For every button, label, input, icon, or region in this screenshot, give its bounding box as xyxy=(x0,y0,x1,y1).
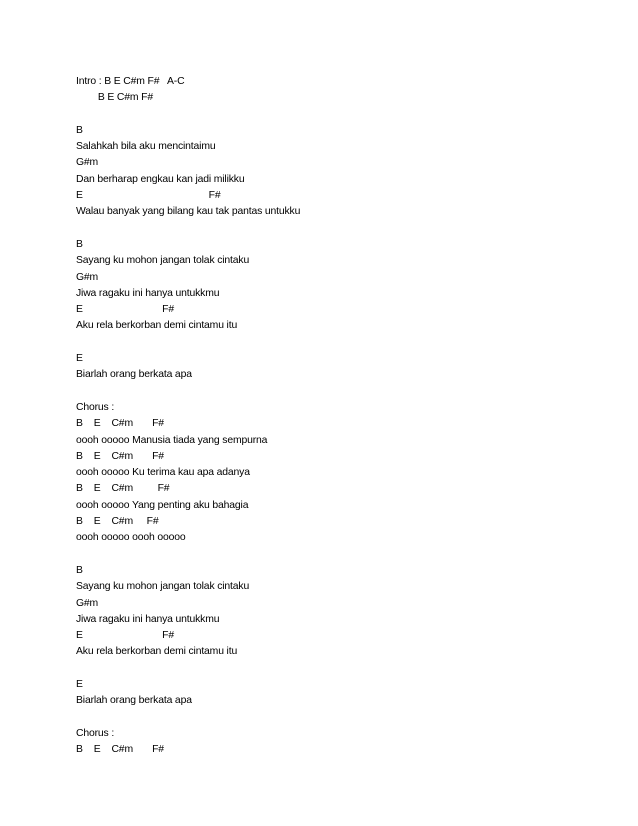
text-line: B xyxy=(76,124,83,136)
text-line: E F# xyxy=(76,190,221,202)
text-line: E xyxy=(76,353,83,365)
text-line: G#m xyxy=(76,597,99,609)
text-line xyxy=(76,107,300,123)
text-line: Aku rela berkorban demi cintamu itu xyxy=(76,646,238,658)
text-line: E xyxy=(76,678,83,690)
text-line: oooh ooooo Yang penting aku bahagia xyxy=(76,499,249,511)
text-line xyxy=(76,221,300,237)
text-line: B xyxy=(76,564,83,576)
text-line: Intro : B E C#m F# A-C xyxy=(76,76,185,87)
text-line xyxy=(76,335,300,351)
text-line: Dan berharap engkau kan jadi milikku xyxy=(76,173,245,185)
text-line: E F# xyxy=(76,630,174,642)
text-line: B E C#m F# xyxy=(76,483,170,495)
text-line: oooh ooooo Manusia tiada yang sempurna xyxy=(76,434,268,446)
text-line: Walau banyak yang bilang kau tak pantas untukku xyxy=(76,206,301,218)
text-line: Sayang ku mohon jangan tolak cintaku xyxy=(76,581,250,593)
text-line: Sayang ku mohon jangan tolak cintaku xyxy=(76,255,250,267)
text-line: B E C#m F# xyxy=(76,516,159,528)
text-line: Biarlah orang berkata apa xyxy=(76,695,192,707)
text-line: G#m xyxy=(76,157,99,169)
text-line: B E C#m F# xyxy=(76,450,164,462)
text-line: Biarlah orang berkata apa xyxy=(76,369,192,381)
text-line: B xyxy=(76,238,83,250)
text-line xyxy=(76,661,300,677)
text-line: B E C#m F# xyxy=(76,92,153,104)
text-line: Jiwa ragaku ini hanya untukkmu xyxy=(76,287,220,299)
text-line: B E C#m F# xyxy=(76,744,164,756)
lyrics-chord-text xyxy=(76,74,300,758)
text-line: Salahkah bila aku mencintaimu xyxy=(76,141,216,153)
text-line: oooh ooooo oooh ooooo xyxy=(76,532,186,544)
text-line xyxy=(76,547,300,563)
text-line: Chorus : xyxy=(76,727,115,739)
text-line: Chorus : xyxy=(76,401,115,413)
text-line: E F# xyxy=(76,304,174,316)
text-line: oooh ooooo Ku terima kau apa adanya xyxy=(76,467,250,479)
text-line xyxy=(76,384,300,400)
text-line xyxy=(76,710,300,726)
text-line: Aku rela berkorban demi cintamu itu xyxy=(76,320,238,332)
text-line: Jiwa ragaku ini hanya untukkmu xyxy=(76,613,220,625)
text-line: G#m xyxy=(76,271,99,283)
text-line: B E C#m F# xyxy=(76,418,164,430)
